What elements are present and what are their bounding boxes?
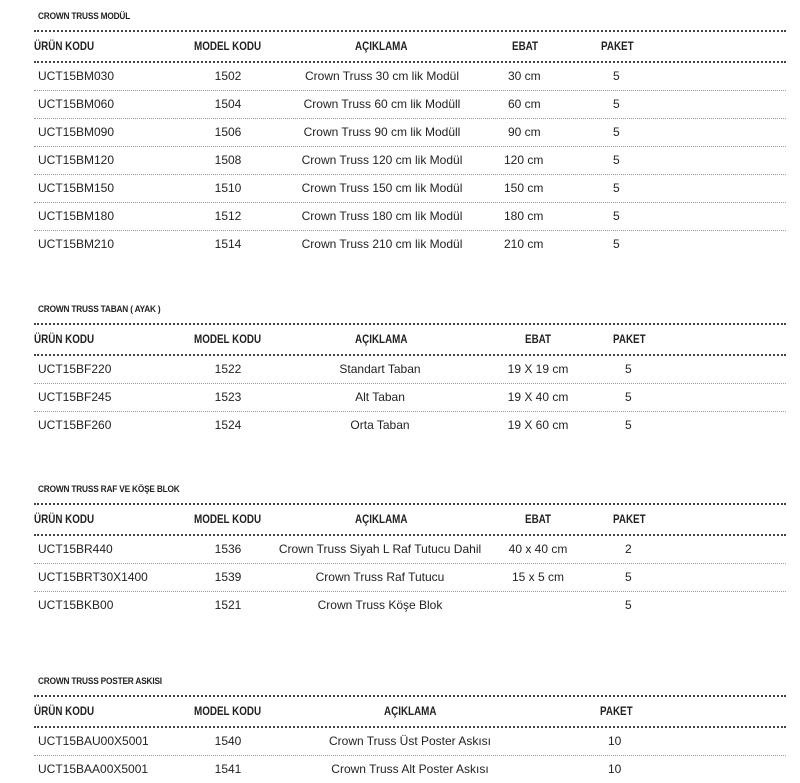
cell-model-kodu: 1522 — [214, 362, 242, 376]
cell-aciklama: Crown Truss 150 cm lik Modül — [301, 181, 463, 195]
table-header — [34, 704, 786, 720]
cell-ebat: 19 X 60 cm — [507, 418, 569, 432]
cell-paket: 5 — [625, 598, 632, 612]
cell-aciklama: Crown Truss 60 cm lik Modüll — [303, 97, 461, 111]
table-row — [34, 119, 786, 146]
cell-urun-kodu: UCT15BM030 — [38, 69, 115, 83]
cell-model-kodu: 1523 — [214, 390, 242, 404]
cell-urun-kodu: UCT15BF260 — [38, 418, 112, 432]
cell-ebat: 60 cm — [508, 97, 541, 111]
header-model-kodu: MODEL KODU — [194, 39, 262, 53]
section-title: CROWN TRUSS MODÜL — [38, 11, 131, 21]
cell-aciklama: Crown Truss Siyah L Raf Tutucu Dahil — [278, 542, 482, 556]
header-urun-kodu: ÜRÜN KODU — [34, 39, 95, 53]
cell-ebat: 90 cm — [508, 125, 541, 139]
table-row — [34, 564, 786, 591]
cell-model-kodu: 1506 — [214, 125, 242, 139]
header-ebat: EBAT — [525, 512, 552, 526]
section-title: CROWN TRUSS POSTER ASKISI — [38, 676, 162, 686]
table-row — [34, 147, 786, 174]
cell-aciklama: Crown Truss 90 cm lik Modüll — [303, 125, 461, 139]
header-paket: PAKET — [600, 704, 633, 718]
cell-paket: 10 — [608, 762, 622, 776]
cell-model-kodu: 1512 — [214, 209, 242, 223]
cell-model-kodu: 1504 — [214, 97, 242, 111]
header-paket: PAKET — [601, 39, 634, 53]
cell-urun-kodu: UCT15BR440 — [38, 542, 113, 556]
section-title: CROWN TRUSS RAF VE KÖŞE BLOK — [38, 484, 180, 494]
cell-model-kodu: 1536 — [214, 542, 242, 556]
header-aciklama: AÇIKLAMA — [355, 332, 408, 346]
cell-urun-kodu: UCT15BRT30X1400 — [38, 570, 148, 584]
divider — [34, 503, 786, 505]
cell-urun-kodu: UCT15BM180 — [38, 209, 115, 223]
cell-model-kodu: 1540 — [214, 734, 242, 748]
cell-aciklama: Crown Truss 30 cm lik Modül — [304, 69, 460, 83]
cell-model-kodu: 1541 — [214, 762, 242, 776]
cell-urun-kodu: UCT15BF220 — [38, 362, 112, 376]
table-row — [34, 231, 786, 258]
table-row — [34, 384, 786, 411]
section-title: CROWN TRUSS TABAN ( AYAK ) — [38, 304, 161, 314]
cell-paket: 5 — [613, 69, 620, 83]
cell-urun-kodu: UCT15BAU00X5001 — [38, 734, 149, 748]
table-row — [34, 203, 786, 230]
cell-paket: 5 — [613, 125, 620, 139]
header-urun-kodu: ÜRÜN KODU — [34, 704, 95, 718]
divider — [34, 323, 786, 325]
cell-aciklama: Alt Taban — [355, 390, 405, 404]
table-row — [34, 175, 786, 202]
cell-paket: 5 — [625, 418, 632, 432]
cell-aciklama: Crown Truss 180 cm lik Modül — [301, 209, 463, 223]
cell-model-kodu: 1502 — [214, 69, 242, 83]
cell-aciklama: Crown Truss Raf Tutucu — [315, 570, 445, 584]
cell-paket: 5 — [625, 570, 632, 584]
cell-paket: 5 — [613, 237, 620, 251]
cell-urun-kodu: UCT15BM150 — [38, 181, 115, 195]
table-row — [34, 536, 786, 563]
header-aciklama: AÇIKLAMA — [355, 39, 408, 53]
cell-model-kodu: 1539 — [214, 570, 242, 584]
cell-paket: 5 — [613, 181, 620, 195]
cell-urun-kodu: UCT15BM060 — [38, 97, 115, 111]
table-row — [34, 756, 786, 783]
cell-aciklama: Crown Truss 120 cm lik Modül — [301, 153, 463, 167]
header-model-kodu: MODEL KODU — [194, 512, 262, 526]
header-aciklama: AÇIKLAMA — [384, 704, 437, 718]
cell-paket: 5 — [625, 390, 632, 404]
cell-paket: 5 — [613, 153, 620, 167]
header-urun-kodu: ÜRÜN KODU — [34, 332, 95, 346]
divider — [34, 30, 786, 32]
cell-paket: 5 — [625, 362, 632, 376]
cell-urun-kodu: UCT15BM210 — [38, 237, 115, 251]
cell-aciklama: Standart Taban — [339, 362, 421, 376]
cell-aciklama: Crown Truss Alt Poster Askısı — [331, 762, 489, 776]
table-row — [34, 592, 786, 619]
cell-paket: 5 — [613, 97, 620, 111]
cell-urun-kodu: UCT15BM120 — [38, 153, 115, 167]
cell-paket: 5 — [613, 209, 620, 223]
table-row — [34, 412, 786, 439]
table-row — [34, 356, 786, 383]
cell-ebat: 15 x 5 cm — [511, 570, 565, 584]
cell-aciklama: Crown Truss Üst Poster Askısı — [328, 734, 492, 748]
cell-ebat: 210 cm — [504, 237, 544, 251]
cell-aciklama: Crown Truss 210 cm lik Modül — [301, 237, 463, 251]
divider — [34, 695, 786, 697]
header-aciklama: AÇIKLAMA — [355, 512, 408, 526]
table-row — [34, 728, 786, 755]
cell-paket: 10 — [608, 734, 622, 748]
cell-urun-kodu: UCT15BKB00 — [38, 598, 114, 612]
header-ebat: EBAT — [525, 332, 552, 346]
header-paket: PAKET — [613, 332, 646, 346]
cell-ebat: 19 X 19 cm — [507, 362, 569, 376]
header-model-kodu: MODEL KODU — [194, 332, 262, 346]
table-header — [34, 332, 786, 348]
header-model-kodu: MODEL KODU — [194, 704, 262, 718]
table-row — [34, 91, 786, 118]
cell-model-kodu: 1510 — [214, 181, 242, 195]
cell-aciklama: Orta Taban — [350, 418, 410, 432]
header-urun-kodu: ÜRÜN KODU — [34, 512, 95, 526]
cell-ebat: 120 cm — [504, 153, 544, 167]
cell-aciklama: Crown Truss Köşe Blok — [317, 598, 443, 612]
cell-model-kodu: 1524 — [214, 418, 242, 432]
table-row — [34, 63, 786, 90]
cell-urun-kodu: UCT15BAA00X5001 — [38, 762, 149, 776]
cell-ebat: 180 cm — [504, 209, 544, 223]
cell-ebat: 40 x 40 cm — [508, 542, 568, 556]
header-paket: PAKET — [613, 512, 646, 526]
cell-ebat: 150 cm — [504, 181, 544, 195]
cell-model-kodu: 1514 — [214, 237, 242, 251]
cell-paket: 2 — [625, 542, 632, 556]
cell-ebat: 19 X 40 cm — [507, 390, 569, 404]
header-ebat: EBAT — [512, 39, 539, 53]
cell-urun-kodu: UCT15BM090 — [38, 125, 115, 139]
cell-ebat: 30 cm — [508, 69, 541, 83]
cell-model-kodu: 1521 — [214, 598, 242, 612]
cell-urun-kodu: UCT15BF245 — [38, 390, 112, 404]
table-header — [34, 512, 786, 528]
table-header — [34, 39, 786, 55]
cell-model-kodu: 1508 — [214, 153, 242, 167]
